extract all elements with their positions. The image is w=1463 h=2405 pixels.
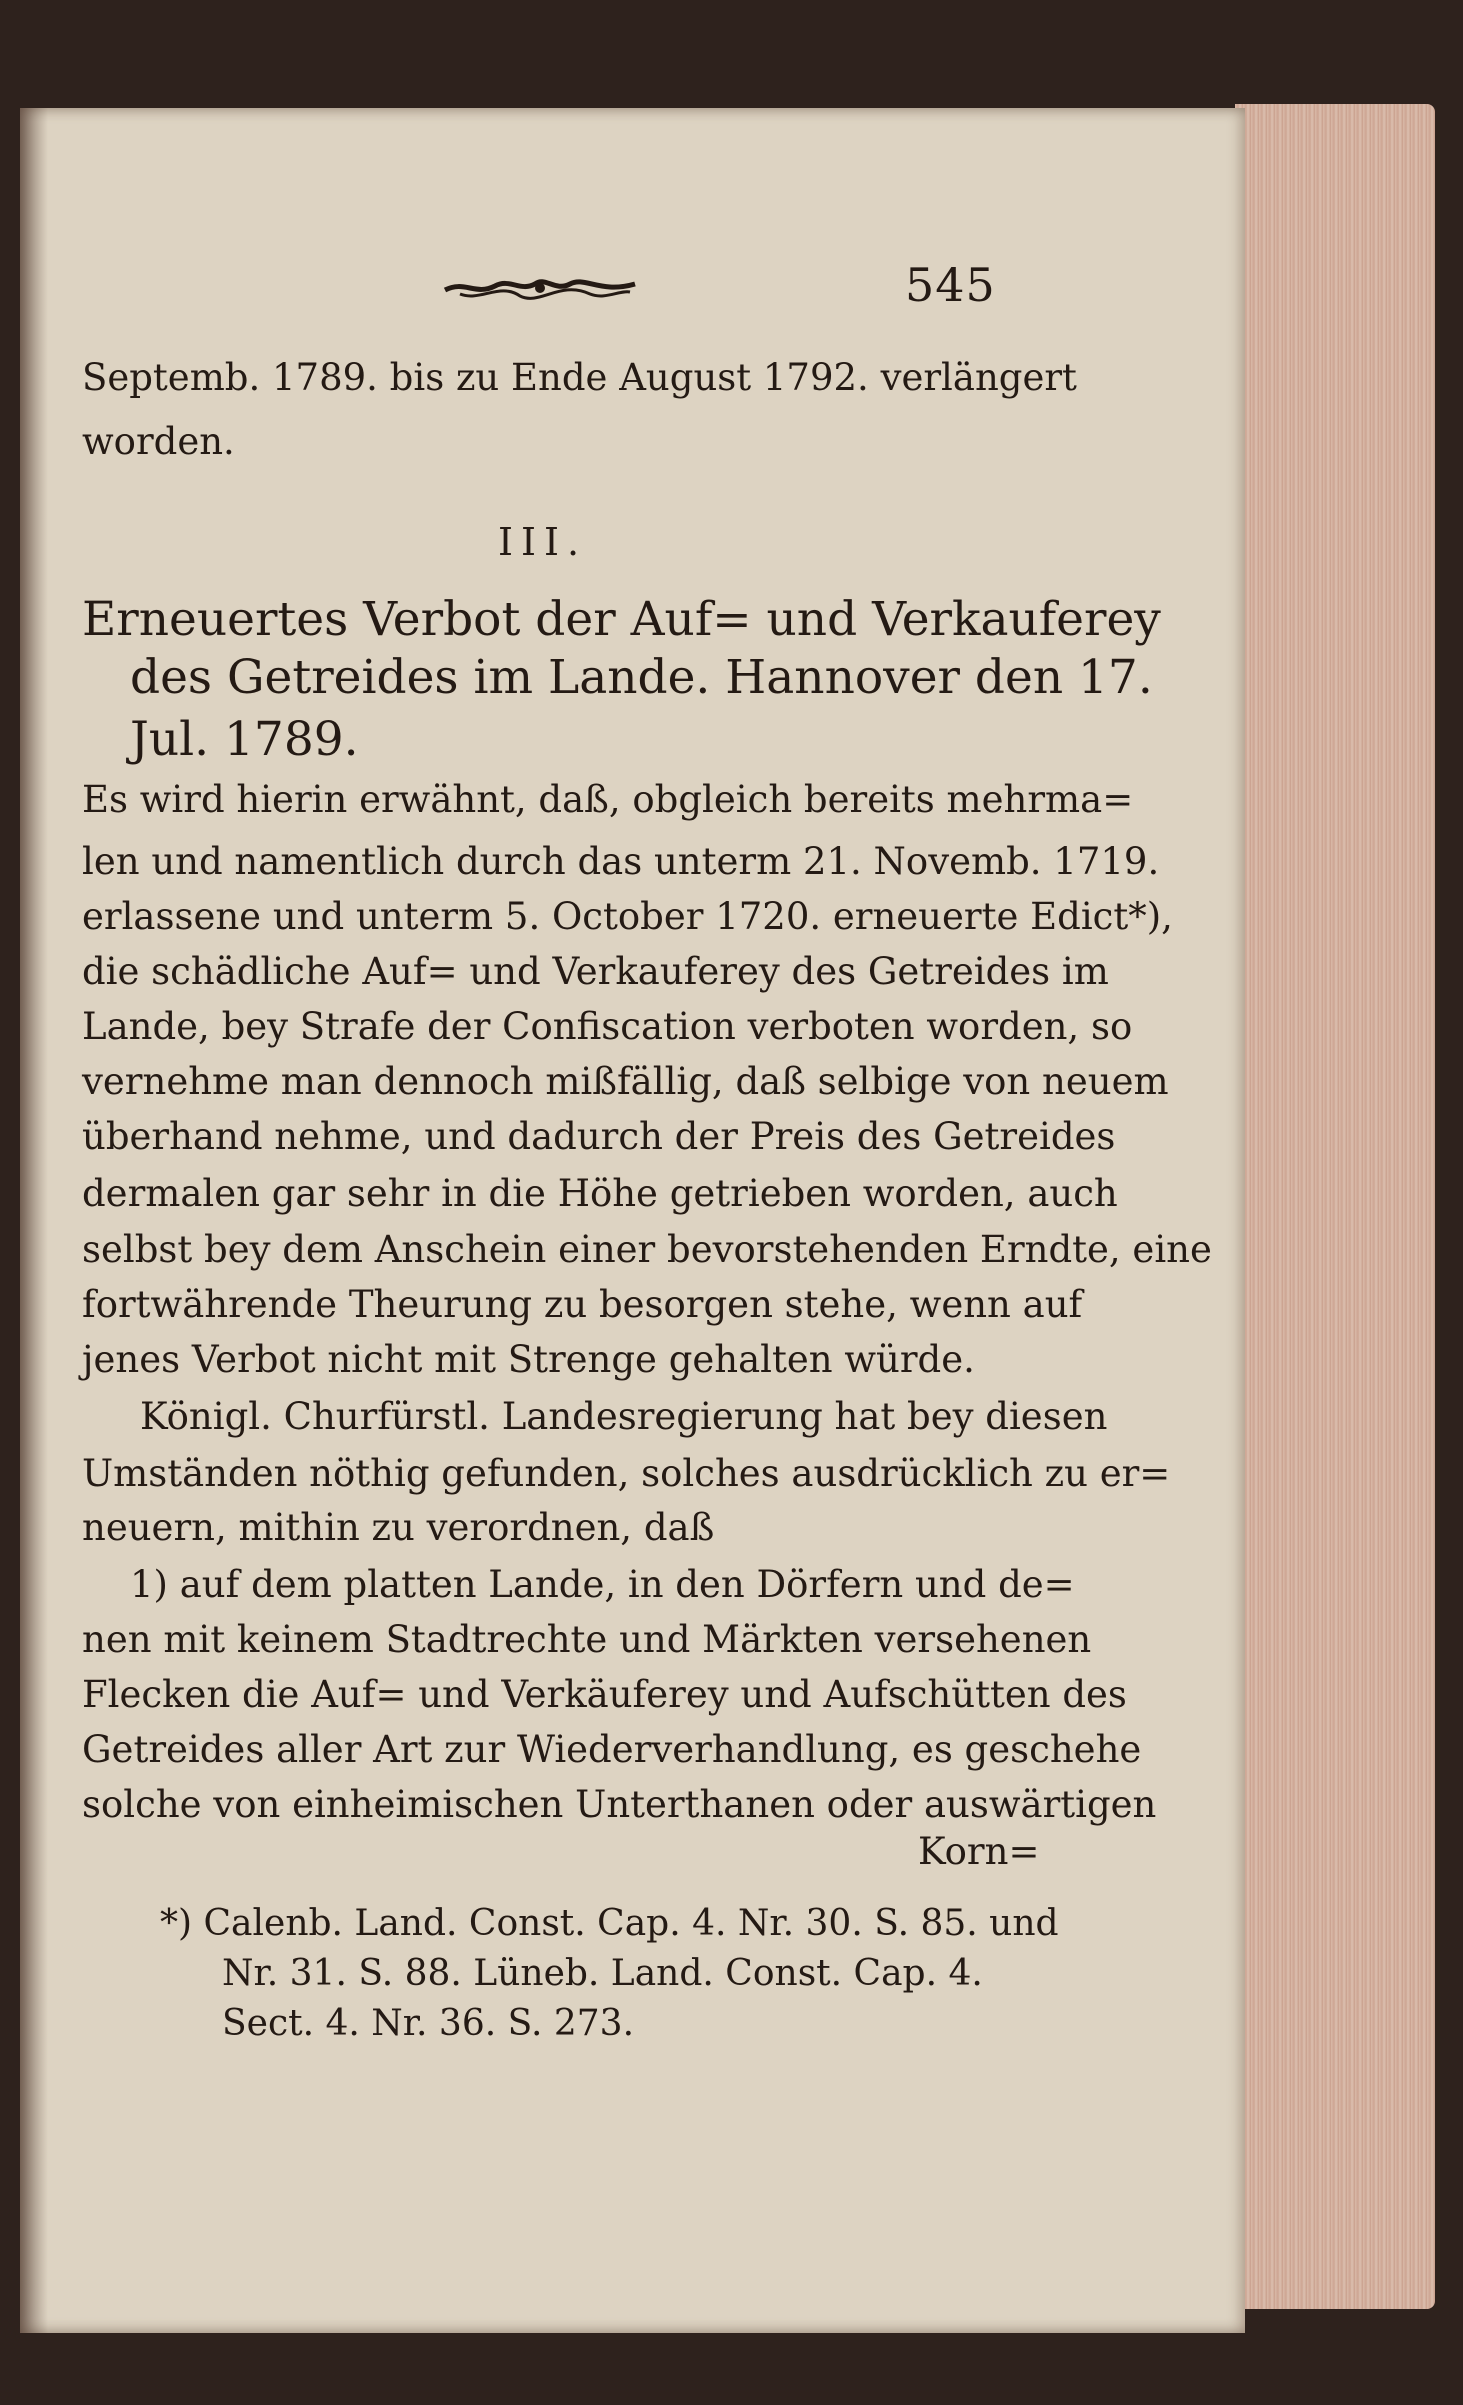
paragraph-line: Königl. Churfürstl. Landesregierung hat bey diesen <box>140 1395 1108 1438</box>
footnote-line: Sect. 4. Nr. 36. S. 273. <box>222 2003 635 2044</box>
paragraph-line: die schädliche Auf= und Verkauferey des Getreides im <box>82 950 1109 993</box>
paragraph-line: Getreides aller Art zur Wiederverhandlung, es geschehe <box>82 1728 1142 1771</box>
footnote-line: Nr. 31. S. 88. Lüneb. Land. Const. Cap. 4. <box>222 1953 983 1994</box>
paragraph-line: fortwährende Theurung zu besorgen stehe, wenn auf <box>82 1283 1083 1326</box>
text-line: Septemb. 1789. bis zu Ende August 1792. verlängert <box>82 356 1077 399</box>
page-number: 545 <box>905 258 996 312</box>
footnote-line: *) Calenb. Land. Const. Cap. 4. Nr. 30. S. 85. und <box>160 1903 1059 1944</box>
paragraph-line: nen mit keinem Stadtrechte und Märkten versehenen <box>82 1618 1092 1661</box>
paragraph-line: len und namentlich durch das unterm 21. Novemb. 1719. <box>82 840 1160 883</box>
paragraph-line: Lande, bey Strafe der Confiscation verboten worden, so <box>82 1005 1133 1048</box>
paragraph-line: dermalen gar sehr in die Höhe getrieben worden, auch <box>82 1172 1118 1215</box>
paragraph-line: erlassene und unterm 5. October 1720. erneuerte Edict*), <box>82 895 1173 938</box>
paragraph-line: überhand nehme, und dadurch der Preis des Getreides <box>82 1115 1116 1158</box>
section-number: III. <box>498 520 588 564</box>
paragraph-line: jenes Verbot nicht mit Strenge gehalten würde. <box>82 1338 975 1381</box>
decorative-ornament <box>440 262 640 312</box>
paragraph-line: neuern, mithin zu verordnen, daß <box>82 1506 715 1549</box>
section-title-line: Erneuertes Verbot der Auf= und Verkauferey <box>82 592 1161 647</box>
catchword: Korn= <box>918 1830 1040 1873</box>
paragraph-line: selbst bey dem Anschein einer bevorstehenden Erndte, eine <box>82 1228 1212 1271</box>
paragraph-line: 1) auf dem platten Lande, in den Dörfern und de= <box>130 1563 1075 1606</box>
section-title-line: des Getreides im Lande. Hannover den 17. <box>130 650 1153 705</box>
paragraph-line: Umständen nöthig gefunden, solches ausdrücklich zu er= <box>82 1452 1171 1495</box>
text-line: worden. <box>82 420 235 463</box>
paragraph-line: solche von einheimischen Unterthanen oder auswärtigen <box>82 1783 1157 1826</box>
paragraph-line: Flecken die Auf= und Verkäuferey und Aufschütten des <box>82 1673 1127 1716</box>
section-title-line: Jul. 1789. <box>130 712 359 767</box>
paragraph-line: Es wird hierin erwähnt, daß, obgleich bereits mehrma= <box>82 778 1134 821</box>
paragraph-line: vernehme man dennoch mißfällig, daß selbige von neuem <box>82 1060 1169 1103</box>
